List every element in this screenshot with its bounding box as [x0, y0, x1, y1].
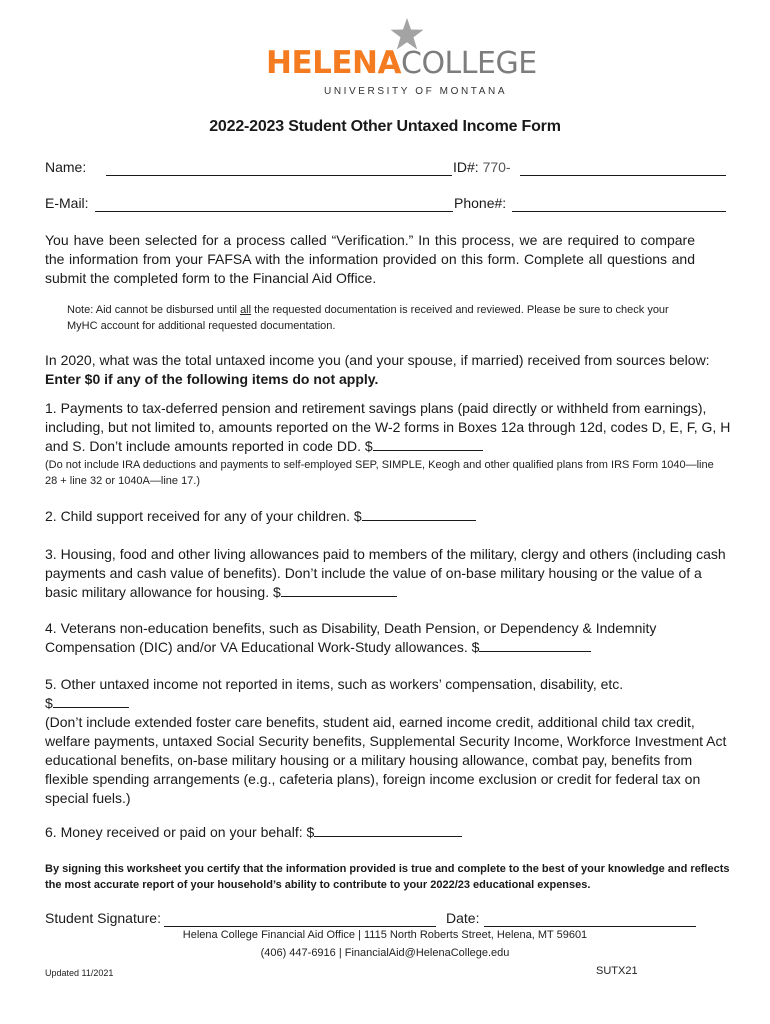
- date-field[interactable]: [484, 926, 696, 927]
- note-before: Note: Aid cannot be disbursed until: [67, 304, 241, 316]
- id-field[interactable]: [520, 175, 726, 176]
- item-5-dollar: [45, 694, 129, 713]
- helena-college-logo: [266, 18, 537, 100]
- enter-zero-instruction: Enter $0 if any of the following items do not apply.: [45, 371, 379, 387]
- item-3: [45, 545, 735, 602]
- item-3-text: 3. Housing, food and other living allowances paid to members of the military, clergy and others (including cash payments and cash value of benefits). Don’t include the value of on-base military housing or the value of a basic military allowance for housing. $: [45, 546, 726, 600]
- aid-note: [67, 302, 697, 334]
- question-intro: In 2020, what was the total untaxed income you (and your spouse, if married) received from sources below:: [45, 352, 710, 368]
- item-3-amount-field[interactable]: [281, 583, 397, 597]
- id-label: [453, 159, 511, 175]
- item-4: [45, 619, 695, 657]
- logo-helena: HELENA: [266, 45, 401, 81]
- item-6-text: 6. Money received or paid on your behalf: $: [45, 824, 315, 840]
- footer-contact: (406) 447-6916 | FinancialAid@HelenaCollege.edu: [260, 947, 510, 959]
- phone-field[interactable]: [512, 211, 726, 212]
- item-6-amount-field[interactable]: [314, 823, 462, 837]
- item-1: [45, 399, 735, 456]
- email-label: E-Mail:: [45, 195, 89, 211]
- item-1-amount-field[interactable]: [373, 437, 483, 451]
- item-4-amount-field[interactable]: [479, 638, 591, 652]
- note-underlined: all: [240, 304, 252, 316]
- item-2: [45, 507, 476, 526]
- id-label-text: ID#:: [453, 159, 479, 175]
- name-field[interactable]: [106, 175, 452, 176]
- certification-statement: By signing this worksheet you certify that the information provided is true and complete to the best of your knowledge and reflects the most accurate report of your household’s ability to contribute to your 2022/23 educational expenses.: [45, 863, 730, 891]
- footer-address: Helena College Financial Aid Office | 1115 North Roberts Street, Helena, MT 59601: [182, 929, 588, 941]
- item-1-note: (Do not include IRA deductions and payments to self-employed SEP, SIMPLE, Keogh and other qualified plans from IRS Form 1040—line 28 + line 32 or 1040A—line 17.): [45, 459, 714, 487]
- id-prefix: 770-: [482, 159, 511, 175]
- item-6: [45, 823, 462, 842]
- logo-college: COLLEGE: [401, 46, 537, 81]
- item-2-amount-field[interactable]: [362, 507, 476, 521]
- form-code: SUTX21: [596, 965, 638, 977]
- email-field[interactable]: [95, 211, 453, 212]
- item-5-amount-field[interactable]: [53, 694, 129, 708]
- item-1-text: 1. Payments to tax-deferred pension and retirement savings plans (paid directly or withheld from earnings), including, but not limited to, amounts reported on the W-2 forms in Boxes 12a through 12d, codes D, E, F, G, H and S. Don’t include amounts reported in code DD. $: [45, 400, 731, 454]
- intro-paragraph: You have been selected for a process called “Verification.” In this process, we are required to compare the information from your FAFSA with the information provided on this form. Complete all questions and submit the completed form to the Financial Aid Office.: [45, 232, 695, 286]
- logo-wordmark: [266, 45, 537, 81]
- updated-date: Updated 11/2021: [45, 968, 114, 978]
- note-after: the requested documentation is received and reviewed. Please be sure to check your MyHC account for additional requested documentation.: [67, 304, 669, 332]
- item-2-text: 2. Child support received for any of your children. $: [45, 508, 362, 524]
- name-label: Name:: [45, 159, 87, 175]
- item-5-note: (Don’t include extended foster care benefits, student aid, earned income credit, additional child tax credit, welfare payments, untaxed Social Security benefits, Supplemental Security Income, Workforce Investment Act educational benefits, on-base military housing or a military housing allowance, combat pay, benefits from flexible spending arrangements (e.g., cafeteria plans), foreign income exclusion or credit for federal tax on special fuels.): [45, 714, 727, 806]
- item-5-dollar-sign: $: [45, 695, 53, 711]
- student-signature-label: Student Signature:: [45, 910, 161, 926]
- student-signature-field[interactable]: [164, 926, 436, 927]
- logo-subtitle: UNIVERSITY OF MONTANA: [324, 86, 508, 97]
- item-5: 5. Other untaxed income not reported in items, such as workers’ compensation, disability, etc.: [45, 676, 624, 692]
- date-label: Date:: [446, 910, 480, 926]
- form-title: 2022-2023 Student Other Untaxed Income Form: [209, 118, 561, 135]
- item-4-text: 4. Veterans non-education benefits, such as Disability, Death Pension, or Dependency & Indemnity Compensation (DIC) and/or VA Educational Work-Study allowances. $: [45, 620, 657, 655]
- phone-label: Phone#:: [454, 195, 507, 211]
